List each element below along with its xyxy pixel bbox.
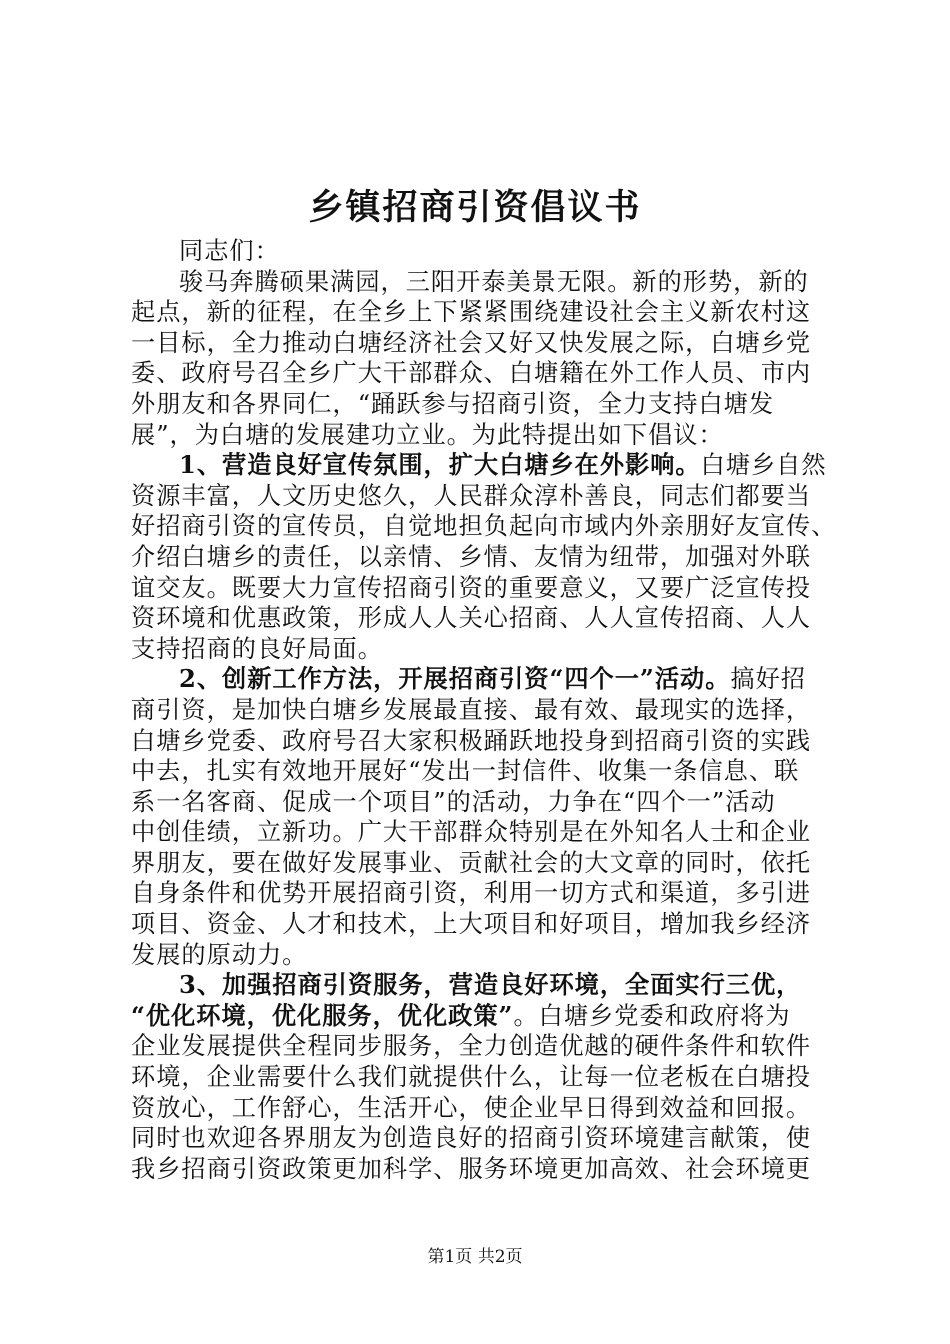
- item-3-paragraph: [131, 970, 829, 1184]
- paragraph-line: 介绍白塘乡的责任，以亲情、乡情、友情为纽带，加强对外联: [131, 542, 812, 571]
- paragraph-line: 骏马奔腾硕果满园，三阳开泰美景无限。新的形势，新的: [179, 267, 809, 296]
- paragraph-line: 资源丰富，人文历史悠久，人民群众淳朴善良，同志们都要当: [131, 481, 812, 510]
- paragraph-line: [131, 1001, 829, 1032]
- paragraph-line: [131, 664, 829, 695]
- paragraph-line: 界朋友，要在做好发展事业、贡献社会的大文章的同时，依托: [131, 848, 812, 877]
- paragraph-line: 系一名客商、促成一个项目”的活动，力争在“四个一”活动: [131, 787, 776, 816]
- item-3-line-2-rest: 。白塘乡党委和政府将为: [513, 1001, 791, 1030]
- page-footer: 第1页 共2页: [427, 1247, 523, 1267]
- document-title: 乡镇招商引资倡议书: [308, 187, 642, 228]
- paragraph-line: 起点，新的征程，在全乡上下紧紧围绕建设社会主义新农村这: [131, 298, 812, 327]
- item-1-paragraph: [131, 450, 837, 664]
- paragraph-line: [131, 450, 829, 481]
- item-2-first-line-rest: 搞好招: [730, 665, 806, 694]
- paragraph-line: 我乡招商引资政策更加科学、服务环境更加高效、社会环境更: [131, 1154, 812, 1183]
- paragraph-line: 资环境和优惠政策，形成人人关心招商、人人宣传招商、人人: [131, 604, 812, 633]
- paragraph-line: 支持招商的良好局面。: [131, 634, 383, 663]
- paragraph-line: 自身条件和优势开展招商引资，利用一切方式和渠道，多引进: [131, 879, 812, 908]
- paragraph-line: 委、政府号召全乡广大干部群众、白塘籍在外工作人员、市内: [131, 359, 812, 388]
- paragraph-line: 企业发展提供全程同步服务，全力创造优越的硬件条件和软件: [131, 1032, 812, 1061]
- paragraph-line: 谊交友。既要大力宣传招商引资的重要意义，又要广泛宣传投: [131, 573, 812, 602]
- paragraph-line: 中去，扎实有效地开展好“发出一封信件、收集一条信息、联: [131, 757, 800, 786]
- paragraph-line: 环境，企业需要什么我们就提供什么，让每一位老板在白塘投: [131, 1063, 812, 1092]
- item-3-heading-line-1: 3、加强招商引资服务，营造良好环境，全面实行三优，: [179, 970, 802, 1000]
- paragraph-line: 同时也欢迎各界朋友为创造良好的招商引资环境建言献策，使: [131, 1124, 812, 1153]
- item-2-paragraph: [131, 664, 829, 970]
- paragraph-line: 好招商引资的宣传员，自觉地担负起向市域内外亲朋好友宣传、: [131, 512, 837, 541]
- item-3-heading-line-2: “优化环境，优化服务，优化政策”: [131, 1000, 514, 1030]
- paragraph-line: 商引资，是加快白塘乡发展最直接、最有效、最现实的选择，: [131, 695, 812, 724]
- item-1-first-line-rest: 白塘乡自然: [700, 451, 827, 480]
- paragraph-line: 外朋友和各界同仁，“踊跃参与招商引资，全力支持白塘发: [131, 389, 775, 418]
- document-body: [131, 236, 837, 1184]
- item-1-heading: 1、营造良好宣传氛围，扩大白塘乡在外影响。: [179, 450, 701, 480]
- paragraph-line: 发展的原动力。: [131, 940, 308, 969]
- paragraph-line: 展”，为白塘的发展建功立业。为此特提出如下倡议：: [131, 420, 724, 449]
- item-2-heading: 2、创新工作方法，开展招商引资“四个一”活动。: [179, 664, 731, 694]
- paragraph-line: 一目标，全力推动白塘经济社会又好又快发展之际，白塘乡党: [131, 328, 812, 357]
- paragraph-line: 白塘乡党委、政府号召大家积极踊跃地投身到招商引资的实践: [131, 726, 812, 755]
- intro-paragraph: [131, 267, 829, 451]
- paragraph-line: 资放心，工作舒心，生活开心，使企业早日得到效益和回报。: [131, 1093, 812, 1122]
- paragraph-line: 项目、资金、人才和技术，上大项目和好项目，增加我乡经济: [131, 910, 812, 939]
- salutation: 同志们：: [179, 237, 280, 265]
- paragraph-line: 中创佳绩，立新功。广大干部群众特别是在外知名人士和企业: [131, 818, 812, 847]
